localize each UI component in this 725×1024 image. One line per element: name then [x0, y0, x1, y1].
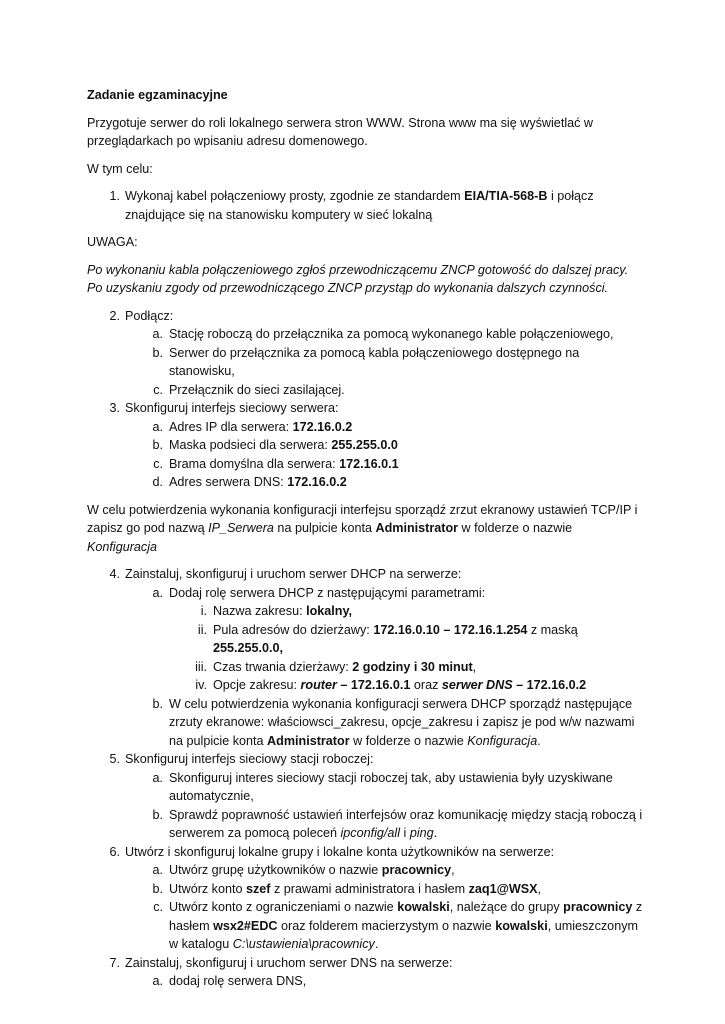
- ip-label: Adres IP dla serwera:: [169, 419, 293, 434]
- step-6c-text-d: oraz folderem macierzystym o nazwie: [277, 918, 496, 933]
- group-name: pracownicy: [381, 863, 452, 877]
- w-tym-celu-label: W tym celu:: [87, 161, 153, 176]
- scope-name-label: Nazwa zakresu:: [213, 604, 307, 618]
- limited-account-group: pracownicy: [563, 900, 633, 914]
- step-5-text: Skonfiguruj interfejs sieciowy stacji roboczej:: [125, 752, 374, 766]
- step-6b: [87, 880, 643, 899]
- step-4b-text-a: W celu potwierdzenia wykonania konfiguracji serwera DHCP sporządź następujące zrzuty ekranowe: właściowsci_zakresu, opcje_zakresu i zapisz je pod w/w nazwami na pulpicie konta: [169, 696, 635, 748]
- uwaga-label: UWAGA:: [87, 235, 138, 249]
- step-4a-iv-text: [213, 676, 643, 695]
- step-4a-ii-marker: ii.: [197, 622, 207, 637]
- step-6c-dot: .: [374, 937, 379, 951]
- ipconfig-command: ipconfig/all: [340, 826, 401, 840]
- step-4-row: [87, 565, 643, 584]
- step-3a-marker: a.: [152, 419, 163, 434]
- dns-value: 172.16.0.2: [287, 475, 347, 489]
- step-6a-comma: ,: [451, 863, 455, 877]
- step-1-number: 1.: [109, 189, 120, 203]
- step-6c: [87, 898, 643, 954]
- home-folder-path: C:\ustawienia\pracownicy: [232, 937, 375, 951]
- step-2b: [87, 344, 643, 381]
- step-3c-text: [169, 455, 643, 474]
- step-6b-text: [169, 880, 643, 899]
- step-4a-iii-marker: iii.: [195, 659, 207, 674]
- confirm-folder: Konfiguracja: [87, 539, 158, 554]
- step-6-row: [87, 843, 643, 862]
- router-option: router: [300, 678, 337, 692]
- step-6b-text-a: Utwórz konto: [169, 881, 246, 896]
- step-6a-text: [169, 861, 643, 880]
- limited-account-name: kowalski: [397, 900, 450, 914]
- home-folder-name: kowalski: [495, 918, 548, 933]
- step-3-text: Skonfiguruj interfejs sieciowy serwera:: [125, 401, 339, 415]
- step-6: [87, 843, 643, 954]
- step-6a-text-a: Utwórz grupę użytkowników o nazwie: [169, 863, 382, 877]
- ip-value: 172.16.0.2: [292, 419, 353, 434]
- step-3a: [87, 418, 643, 437]
- confirm-text-b: na pulpicie konta: [273, 521, 376, 535]
- pool-mask-label: z maską: [527, 622, 578, 637]
- step-7: [87, 954, 643, 991]
- step-4a-iii: [87, 658, 643, 677]
- confirm-text-c: w folderze o nazwie: [458, 521, 573, 535]
- step-7a-marker: a.: [152, 974, 163, 988]
- gateway-value: 172.16.0.1: [339, 456, 399, 471]
- step-6b-text-b: z prawami administratora i hasłem: [270, 881, 469, 896]
- scope-name-value: lokalny,: [306, 604, 353, 618]
- step-1: [87, 187, 643, 224]
- step-6b-marker: b.: [152, 881, 163, 896]
- step-4a-ii-text: [213, 621, 643, 658]
- step-3c: [87, 455, 643, 474]
- step-6-number: 6.: [109, 844, 120, 859]
- step-2c-text: Przełącznik do sieci zasilającej.: [169, 382, 345, 397]
- step-5b-and: i: [400, 826, 410, 840]
- standard-name: EIA/TIA-568-B: [464, 189, 548, 203]
- dns-option-value: – 172.16.0.2: [512, 678, 587, 692]
- gateway-label: Brama domyślna dla serwera:: [169, 456, 340, 471]
- step-4a-i-text: [213, 602, 643, 621]
- step-3d-marker: d.: [152, 475, 163, 489]
- ping-command: ping: [409, 826, 434, 840]
- step-4b-folder: Konfiguracja: [467, 733, 538, 748]
- options-oraz: oraz: [410, 678, 442, 692]
- step-1-text: [125, 187, 643, 224]
- step-4a-i-marker: i.: [200, 604, 207, 618]
- step-4a-marker: a.: [152, 585, 163, 600]
- step-6c-text-e: , umieszczonym w katalogu: [169, 918, 638, 951]
- confirm-account: Administrator: [375, 521, 459, 535]
- step-5a-text: Skonfiguruj interes sieciowy stacji roboczej tak, aby ustawienia były uzyskiwane automatycznie,: [169, 770, 613, 803]
- step-5b: [87, 806, 643, 843]
- step-5a-marker: a.: [152, 770, 163, 785]
- router-value: – 172.16.0.1: [336, 678, 411, 692]
- step-2b-marker: b.: [152, 345, 163, 360]
- step-3-number: 3.: [109, 401, 120, 415]
- step-5-number: 5.: [109, 752, 120, 766]
- step-4-number: 4.: [109, 567, 120, 581]
- step-2a-marker: a.: [152, 327, 163, 341]
- step-5b-text: [169, 806, 643, 843]
- step-5: [87, 750, 643, 843]
- step-3c-marker: c.: [153, 456, 163, 471]
- step-6a-marker: a.: [152, 863, 163, 877]
- step-6c-text: [169, 898, 643, 954]
- step-2a-text: Stację roboczą do przełącznika za pomocą wykonanego kable połączeniowego,: [169, 327, 614, 341]
- step-3b-text: [169, 436, 643, 455]
- step-7a-text: dodaj rolę serwera DNS,: [169, 974, 307, 988]
- step-5b-text-a: Sprawdź poprawność ustawień interfejsów oraz komunikację między stacją roboczą i serwerem za pomocą poleceń: [169, 807, 643, 840]
- step-7-text: Zainstaluj, skonfiguruj i uruchom serwer DNS na serwerze:: [125, 955, 453, 970]
- step-4-text: Zainstaluj, skonfiguruj i uruchom serwer DHCP na serwerze:: [125, 567, 462, 581]
- pool-mask-value: 255.255.0.0,: [213, 641, 284, 655]
- dns-label: Adres serwera DNS:: [169, 475, 288, 489]
- step-3-row: [87, 399, 643, 418]
- step-1-text-a: Wykonaj kabel połączeniowy prosty, zgodnie ze standardem: [125, 189, 465, 203]
- lease-comma: ,: [472, 659, 477, 674]
- step-6-text: Utwórz i skonfiguruj lokalne grupy i lokalne konta użytkowników na serwerze:: [125, 844, 555, 859]
- step-4b-text-b: w folderze o nazwie: [349, 733, 468, 748]
- step-6c-marker: c.: [153, 900, 163, 914]
- step-4b-marker: b.: [152, 696, 163, 711]
- step-5a: [87, 769, 643, 806]
- step-2-text: Podłącz:: [125, 308, 174, 323]
- step-6c-text-c: z hasłem: [169, 900, 643, 933]
- step-6c-text-a: Utwórz konto z ograniczeniami o nazwie: [169, 900, 398, 914]
- step-3b: [87, 436, 643, 455]
- confirm-filename: IP_Serwera: [208, 521, 274, 535]
- step-4a-ii: [87, 621, 643, 658]
- step-4b-text: [169, 695, 643, 751]
- step-3a-text: [169, 418, 643, 437]
- step-5b-dot: .: [433, 826, 438, 840]
- lease-hours: 2 godziny: [352, 659, 411, 674]
- step-4a-iii-text: [213, 658, 643, 677]
- step-4a-iv: [87, 676, 643, 695]
- admin-account-name: szef: [246, 881, 271, 896]
- step-2-number: 2.: [109, 308, 120, 323]
- step-4a-iv-marker: iv.: [195, 678, 207, 692]
- step-2: [87, 307, 643, 400]
- step-4b-dot: .: [537, 733, 541, 748]
- step-4a: [87, 584, 643, 603]
- step-4a-text: Dodaj rolę serwera DHCP z następującymi parametrami:: [169, 585, 486, 600]
- step-5-row: [87, 750, 643, 769]
- limited-account-password: wsx2#EDC: [213, 918, 278, 933]
- confirm-text-a: W celu potwierdzenia wykonania konfiguracji interfejsu sporządź zrzut ekranowy ustawień TCP/IP i zapisz go pod nazwą: [87, 502, 638, 535]
- step-3d: [87, 473, 643, 492]
- step-4b: [87, 695, 643, 751]
- step-2c-marker: c.: [153, 382, 163, 397]
- step-6b-comma: ,: [537, 881, 542, 896]
- step-3b-marker: b.: [152, 438, 163, 452]
- mask-value: 255.255.0.0: [331, 438, 398, 452]
- step-2c: [87, 381, 643, 400]
- step-1-row: [87, 187, 643, 224]
- step-2a: [87, 325, 643, 344]
- step-6a: [87, 861, 643, 880]
- intro-paragraph: Przygotuje serwer do roli lokalnego serwera stron WWW. Strona www ma się wyświetlać w przeglądarkach po wpisaniu adresu domenowego.: [87, 115, 594, 148]
- lease-minutes: i 30 minut: [413, 659, 473, 674]
- step-1-text-b: i połącz znajdujące się na stanowisku komputery w sieć lokalną: [125, 189, 594, 222]
- step-5b-marker: b.: [152, 807, 163, 822]
- step-7-number: 7.: [109, 955, 120, 970]
- confirm-paragraph: [87, 501, 643, 557]
- mask-label: Maska podsieci dla serwera:: [169, 438, 332, 452]
- lease-label: Czas trwania dzierżawy:: [213, 659, 353, 674]
- options-label: Opcje zakresu:: [213, 678, 301, 692]
- step-7-row: [87, 954, 643, 973]
- step-7a: [87, 972, 643, 991]
- step-2b-text: Serwer do przełącznika za pomocą kabla połączeniowego dostępnego na stanowisku,: [169, 345, 580, 378]
- note-paragraph: Po wykonaniu kabla połączeniowego zgłoś przewodniczącemu ZNCP gotowość do dalszej pracy. Po uzyskaniu zgody od przewodniczącego ZNCP przystąp do wykonania dalszych czynności.: [87, 262, 629, 295]
- step-4a-i: [87, 602, 643, 621]
- pool-label: Pula adresów do dzierżawy:: [213, 622, 374, 637]
- step-4b-account: Administrator: [267, 733, 350, 748]
- step-6c-text-b: , należące do grupy: [449, 900, 564, 914]
- step-2-row: [87, 307, 643, 326]
- step-3: [87, 399, 643, 492]
- pool-range: 172.16.0.10 – 172.16.1.254: [373, 622, 528, 637]
- document-title: Zadanie egzaminacyjne: [87, 88, 228, 102]
- dns-option: serwer DNS: [441, 678, 513, 692]
- step-3d-text: [169, 473, 643, 492]
- step-4: [87, 565, 643, 750]
- admin-password: zaq1@WSX: [468, 881, 538, 896]
